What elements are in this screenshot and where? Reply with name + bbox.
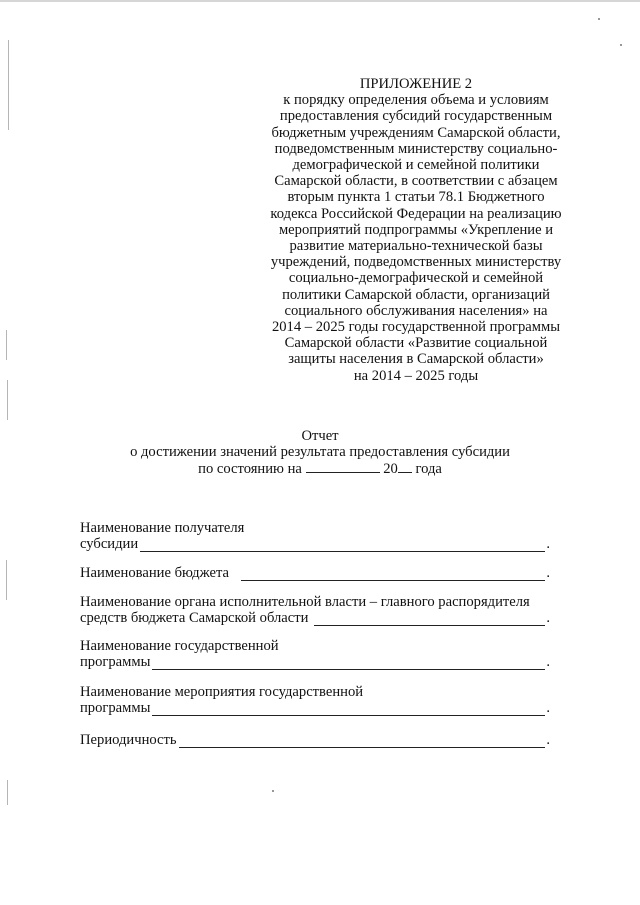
date-day-month-blank[interactable] (306, 460, 380, 473)
scan-speck (620, 44, 622, 46)
report-date-line (100, 460, 540, 477)
budget-label: Наименование бюджета (80, 565, 229, 581)
field-program (80, 638, 550, 670)
field-authority (80, 594, 550, 626)
appendix-line: предоставления субсидий государственным (279, 108, 553, 125)
appendix-line: Самарской области, в соответствии с абзацем (274, 173, 558, 190)
recipient-label-line1: Наименование получателя (80, 520, 245, 536)
date-year-blank[interactable] (398, 460, 412, 473)
line-end: . (546, 700, 550, 717)
periodicity-label: Периодичность (80, 732, 177, 748)
authority-blank[interactable] (314, 612, 545, 626)
appendix-title: ПРИЛОЖЕНИЕ 2 (359, 76, 473, 92)
appendix-block (262, 76, 570, 384)
appendix-line: социального обслуживания населения» на (284, 302, 548, 319)
event-blank[interactable] (152, 702, 545, 716)
scan-edge-mark (8, 40, 9, 130)
line-end: . (546, 654, 550, 671)
appendix-line: социально-демографической и семейной (288, 270, 544, 287)
line-end: . (546, 732, 550, 748)
scan-top-edge (0, 0, 640, 2)
line-end: . (546, 536, 550, 553)
field-periodicity (80, 732, 550, 748)
field-event (80, 684, 550, 716)
field-budget (80, 565, 550, 581)
report-date-prefix: по состоянию на (198, 461, 302, 478)
budget-blank[interactable] (241, 567, 545, 581)
report-subtitle: о достижении значений результата предоставления субсидии (130, 444, 510, 461)
periodicity-blank[interactable] (179, 734, 546, 748)
appendix-line: подведомственным министерству социально- (274, 140, 558, 157)
appendix-line: 2014 – 2025 годы государственной программы (271, 319, 561, 336)
report-header (100, 428, 540, 478)
report-date-suffix: года (415, 461, 442, 478)
appendix-line: развитие материально-технической базы (289, 238, 543, 255)
line-end: . (546, 565, 550, 581)
scan-edge-mark (7, 780, 8, 805)
appendix-line: к порядку определения объема и условиям (283, 92, 549, 109)
scan-edge-mark (6, 330, 7, 360)
appendix-line: бюджетным учреждениям Самарской области, (271, 124, 561, 141)
recipient-blank[interactable] (140, 538, 545, 552)
recipient-label-line2: субсидии (80, 536, 139, 553)
scan-speck (272, 790, 274, 792)
scan-speck (598, 18, 600, 20)
authority-label-line1: Наименование органа исполнительной власти – главного распорядителя (80, 594, 530, 610)
appendix-line: на 2014 – 2025 годы (353, 367, 479, 384)
scan-edge-mark (6, 560, 7, 600)
appendix-line: учреждений, подведомственных министерству (270, 254, 562, 271)
appendix-line: мероприятий подпрограммы «Укрепление и (278, 221, 554, 238)
appendix-line: кодекса Российской Федерации на реализацию (270, 205, 562, 222)
appendix-line: Самарской области «Развитие социальной (284, 335, 548, 352)
field-recipient (80, 520, 550, 552)
event-label-line2: программы (80, 700, 151, 717)
appendix-line: демографической и семейной политики (292, 157, 540, 174)
appendix-line: защиты населения в Самарской области» (288, 351, 544, 368)
appendix-line: политики Самарской области, организаций (282, 286, 550, 303)
scan-edge-mark (7, 380, 8, 420)
report-title: Отчет (301, 428, 339, 444)
authority-label-line2: средств бюджета Самарской области (80, 610, 309, 627)
program-blank[interactable] (152, 656, 545, 670)
appendix-line: вторым пункта 1 статьи 78.1 Бюджетного (287, 189, 545, 206)
program-label-line1: Наименование государственной (80, 638, 279, 654)
report-date-year: 20 (383, 461, 398, 478)
line-end: . (546, 610, 550, 627)
program-label-line2: программы (80, 654, 151, 671)
event-label-line1: Наименование мероприятия государственной (80, 684, 364, 700)
